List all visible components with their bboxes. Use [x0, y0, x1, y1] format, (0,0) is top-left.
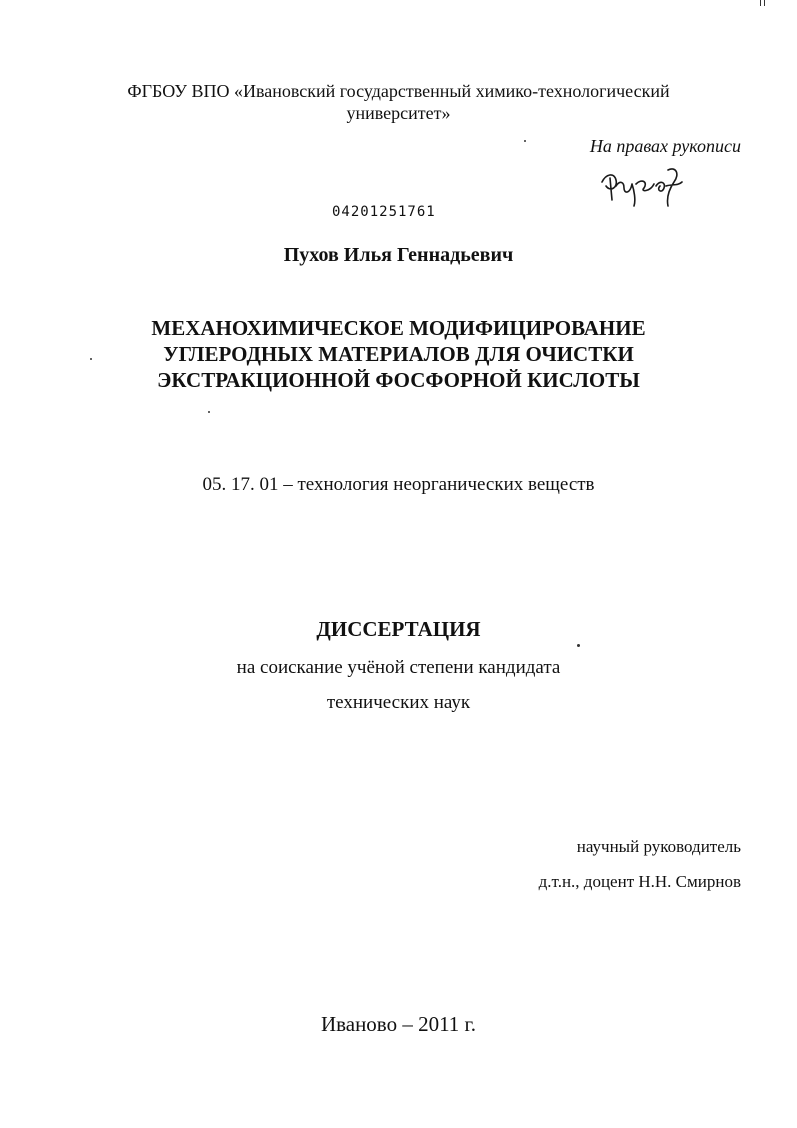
degree-line-1: на соискание учёной степени кандидата [236, 657, 561, 678]
scan-speck [577, 644, 580, 647]
supervisor-name: д.т.н., доцент Н.Н. Смирнов [538, 872, 741, 891]
scan-speck [208, 411, 210, 413]
title-line-3: ЭКСТРАКЦИОННОЙ ФОСФОРНОЙ КИСЛОТЫ [157, 368, 640, 392]
dissertation-title [0, 315, 797, 393]
organization-line-2: университет» [346, 103, 451, 123]
title-line-2: УГЛЕРОДНЫХ МАТЕРИАЛОВ ДЛЯ ОЧИСТКИ [163, 342, 634, 366]
supervisor-role: научный руководитель [576, 837, 741, 856]
scan-speck [90, 358, 92, 360]
organization-line-1: ФГБОУ ВПО «Ивановский государственный химико-технологический [127, 81, 670, 101]
city-year: Иваново – 2011 г. [320, 1012, 477, 1036]
title-line-1: МЕХАНОХИМИЧЕСКОЕ МОДИФИЦИРОВАНИЕ [151, 316, 646, 340]
author-name: Пухов Илья Геннадьевич [283, 244, 514, 266]
registration-code: 04201251761 [332, 204, 436, 220]
degree-line-2: технических наук [326, 692, 471, 713]
specialty-code: 05. 17. 01 – технология неорганических веществ [202, 474, 595, 495]
author-signature [596, 160, 692, 212]
scan-speck [764, 0, 765, 6]
scan-speck [524, 140, 526, 142]
manuscript-note: На правах рукописи [589, 136, 741, 156]
document-type: ДИССЕРТАЦИЯ [316, 617, 481, 641]
scan-speck [760, 0, 761, 6]
organization-name [0, 80, 797, 124]
